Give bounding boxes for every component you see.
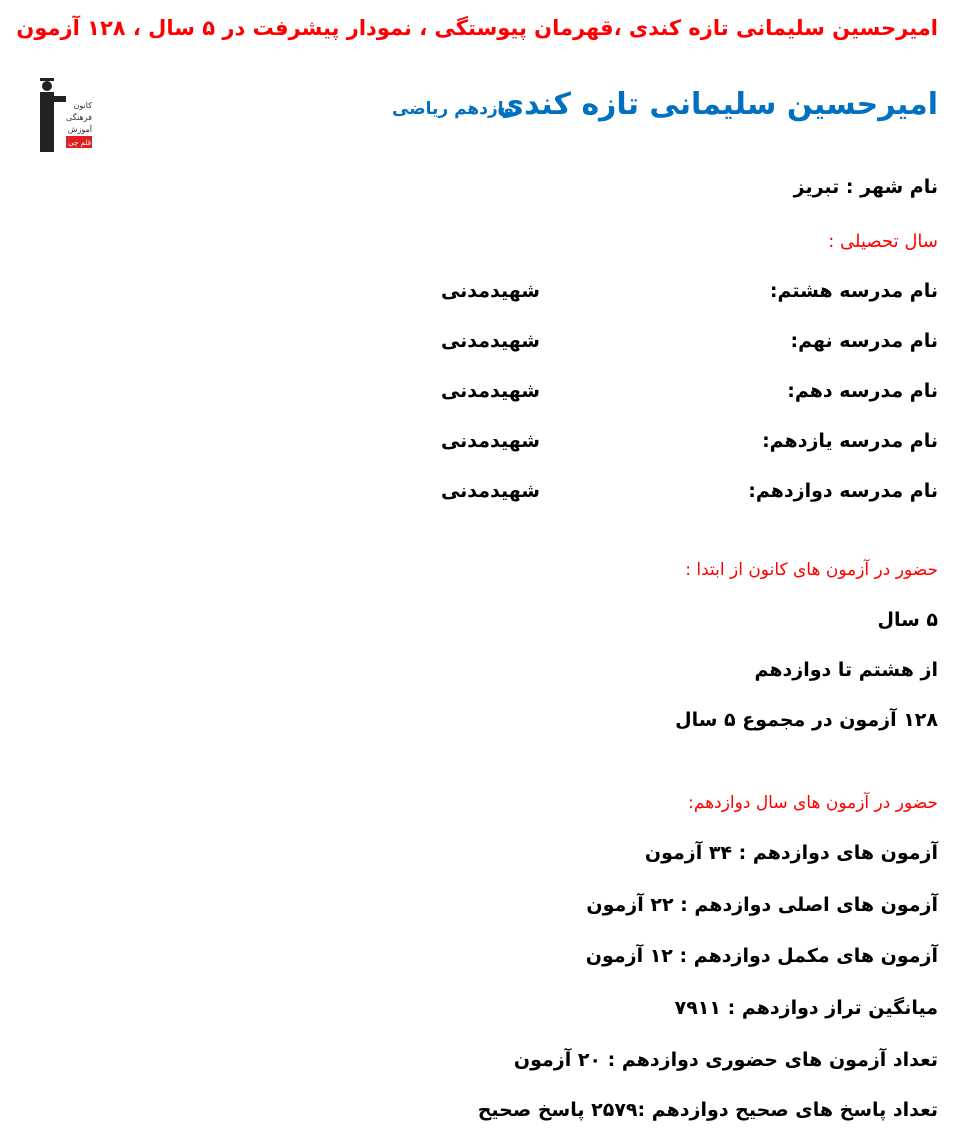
attendance-line: از هشتم تا دوازدهم bbox=[754, 659, 938, 681]
grade12-line: آزمون های دوازدهم : ۳۴ آزمون bbox=[644, 842, 938, 864]
attendance-line: ۵ سال bbox=[877, 609, 938, 631]
school-label: نام مدرسه هشتم: bbox=[769, 280, 938, 302]
grade12-line: میانگین تراز دوازدهم : ۷۹۱۱ bbox=[674, 997, 938, 1019]
student-name: امیرحسین سلیمانی تازه کندی bbox=[496, 87, 938, 122]
svg-text:آموزش: آموزش bbox=[67, 125, 92, 134]
grade12-heading: حضور در آزمون های سال دوازدهم: bbox=[688, 793, 938, 813]
school-value: شهیدمدنی bbox=[440, 480, 540, 502]
school-row bbox=[438, 432, 938, 451]
attendance-line: ۱۲۸ آزمون در مجموع ۵ سال bbox=[675, 709, 938, 731]
school-row bbox=[438, 332, 938, 351]
school-label: نام مدرسه یازدهم: bbox=[762, 430, 938, 452]
school-row bbox=[438, 382, 938, 401]
school-label: نام مدرسه دهم: bbox=[787, 380, 938, 402]
school-row bbox=[438, 282, 938, 301]
svg-text:فرهنگی: فرهنگی bbox=[66, 113, 92, 122]
grade12-line: تعداد آزمون های حضوری دوازدهم : ۲۰ آزمون bbox=[513, 1049, 938, 1071]
kanoon-logo bbox=[36, 74, 94, 152]
svg-text:قلم چی: قلم چی bbox=[68, 139, 91, 147]
grade-field: دوازدهم ریاضی bbox=[392, 99, 523, 119]
school-value: شهیدمدنی bbox=[440, 380, 540, 402]
page-title: امیرحسین سلیمانی تازه کندی ،قهرمان پیوستگی ، نمودار پیشرفت در ۵ سال ، ۱۲۸ آزمون bbox=[16, 16, 938, 40]
school-label: نام مدرسه نهم: bbox=[790, 330, 938, 352]
school-value: شهیدمدنی bbox=[440, 280, 540, 302]
svg-text:کانون: کانون bbox=[73, 101, 92, 110]
attendance-heading: حضور در آزمون های کانون از ابتدا : bbox=[685, 560, 938, 580]
grade12-line: آزمون های اصلی دوازدهم : ۲۲ آزمون bbox=[586, 894, 938, 916]
school-row bbox=[438, 482, 938, 501]
academic-year-label: سال تحصیلی : bbox=[828, 231, 938, 252]
school-value: شهیدمدنی bbox=[440, 430, 540, 452]
city: نام شهر : تبریز bbox=[793, 176, 938, 198]
grade12-line: آزمون های مکمل دوازدهم : ۱۲ آزمون bbox=[585, 945, 938, 967]
grade12-line: تعداد پاسخ های صحیح دوازدهم :۲۵۷۹ پاسخ صحیح bbox=[477, 1099, 938, 1121]
school-label: نام مدرسه دوازدهم: bbox=[748, 480, 938, 502]
school-value: شهیدمدنی bbox=[440, 330, 540, 352]
